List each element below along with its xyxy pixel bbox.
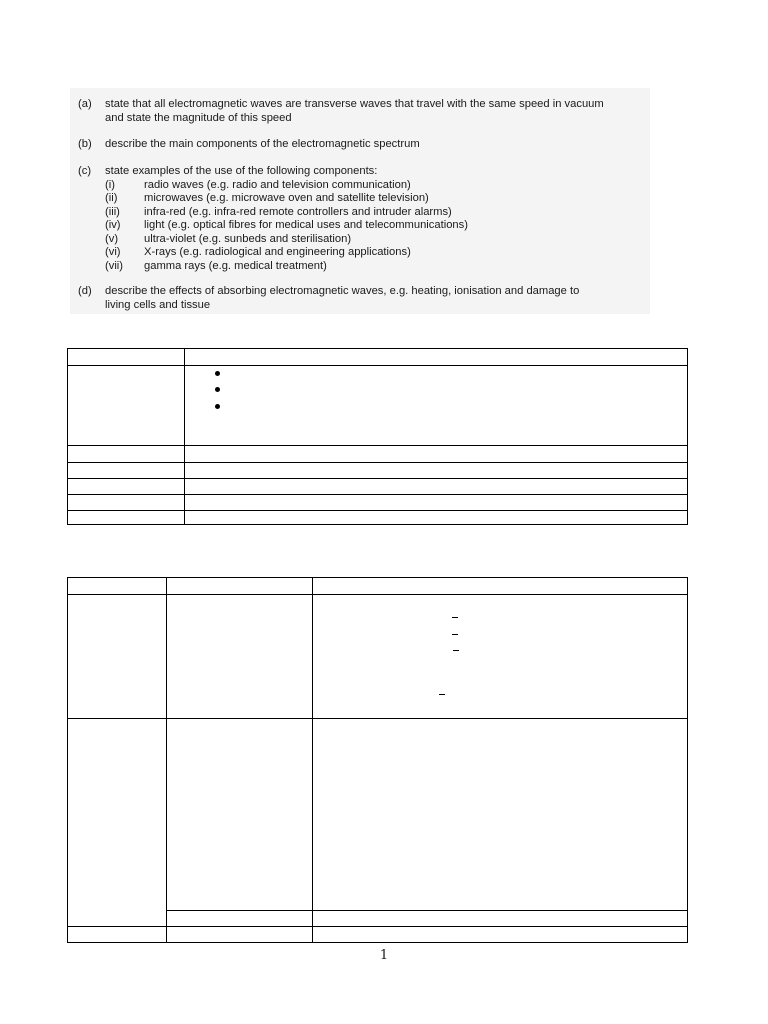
use-item-text: gamma rays (e.g. medical treatment) xyxy=(144,259,327,272)
objective-text-line: describe the main components of the electromagnetic spectrum xyxy=(105,138,420,150)
table-1-row-divider xyxy=(68,462,687,463)
objective-text-line: state examples of the use of the following components: xyxy=(105,165,378,177)
objective-text-line: and state the magnitude of this speed xyxy=(105,111,292,124)
objective-letter: (d) xyxy=(78,285,92,297)
bullet-point xyxy=(215,387,220,392)
use-item-text: ultra-violet (e.g. sunbeds and sterilisation) xyxy=(144,232,352,245)
use-item-text: light (e.g. optical fibres for medical uses and telecommunications) xyxy=(144,219,468,231)
learning-objectives xyxy=(70,88,650,314)
objective-letter: (b) xyxy=(78,138,92,150)
dash-mark xyxy=(452,617,458,618)
table-2-row-divider xyxy=(68,926,687,927)
use-item-number: (v) xyxy=(105,232,119,245)
table-1-row-divider xyxy=(68,510,687,511)
use-item-text: radio waves (e.g. radio and television communication) xyxy=(144,178,411,191)
table-2-column-divider xyxy=(166,578,167,942)
table-1-row-divider xyxy=(68,445,687,446)
page-number: 1 xyxy=(379,948,389,963)
objective-text-line: describe the effects of absorbing electromagnetic waves, e.g. heating, ionisation and damage to xyxy=(105,285,580,297)
objective-text-line: living cells and tissue xyxy=(105,298,211,311)
table-1-row-divider xyxy=(68,478,687,479)
use-item-number: (iv) xyxy=(105,219,121,231)
objective-letter: (c) xyxy=(78,165,92,177)
table-2-column-divider xyxy=(312,578,313,942)
table-1-column-divider xyxy=(184,349,185,524)
use-item-number: (vi) xyxy=(105,246,121,258)
table-1 xyxy=(67,348,688,525)
objective-letter: (a) xyxy=(78,98,92,110)
table-1-row-divider xyxy=(68,494,687,495)
bullet-point xyxy=(215,404,220,409)
dash-mark xyxy=(452,634,458,635)
dash-mark xyxy=(439,694,445,695)
use-item-number: (i) xyxy=(105,178,115,191)
use-item-number: (vii) xyxy=(105,259,124,272)
table-2-row-divider xyxy=(68,718,687,719)
use-item-number: (iii) xyxy=(105,205,120,218)
table-1-row-divider xyxy=(68,365,687,366)
use-item-text: X-rays (e.g. radiological and engineering applications) xyxy=(144,246,411,258)
objective-text-line: state that all electromagnetic waves are transverse waves that travel with the same speed in vacuum xyxy=(105,98,604,110)
table-2-row-divider xyxy=(166,910,687,911)
bullet-point xyxy=(215,371,220,376)
use-item-number: (ii) xyxy=(105,192,118,204)
table-2-row-divider xyxy=(68,594,687,595)
dash-mark xyxy=(453,650,459,651)
use-item-text: infra-red (e.g. infra-red remote controllers and intruder alarms) xyxy=(144,205,452,218)
table-2 xyxy=(67,577,688,943)
use-item-text: microwaves (e.g. microwave oven and satellite television) xyxy=(144,192,429,204)
